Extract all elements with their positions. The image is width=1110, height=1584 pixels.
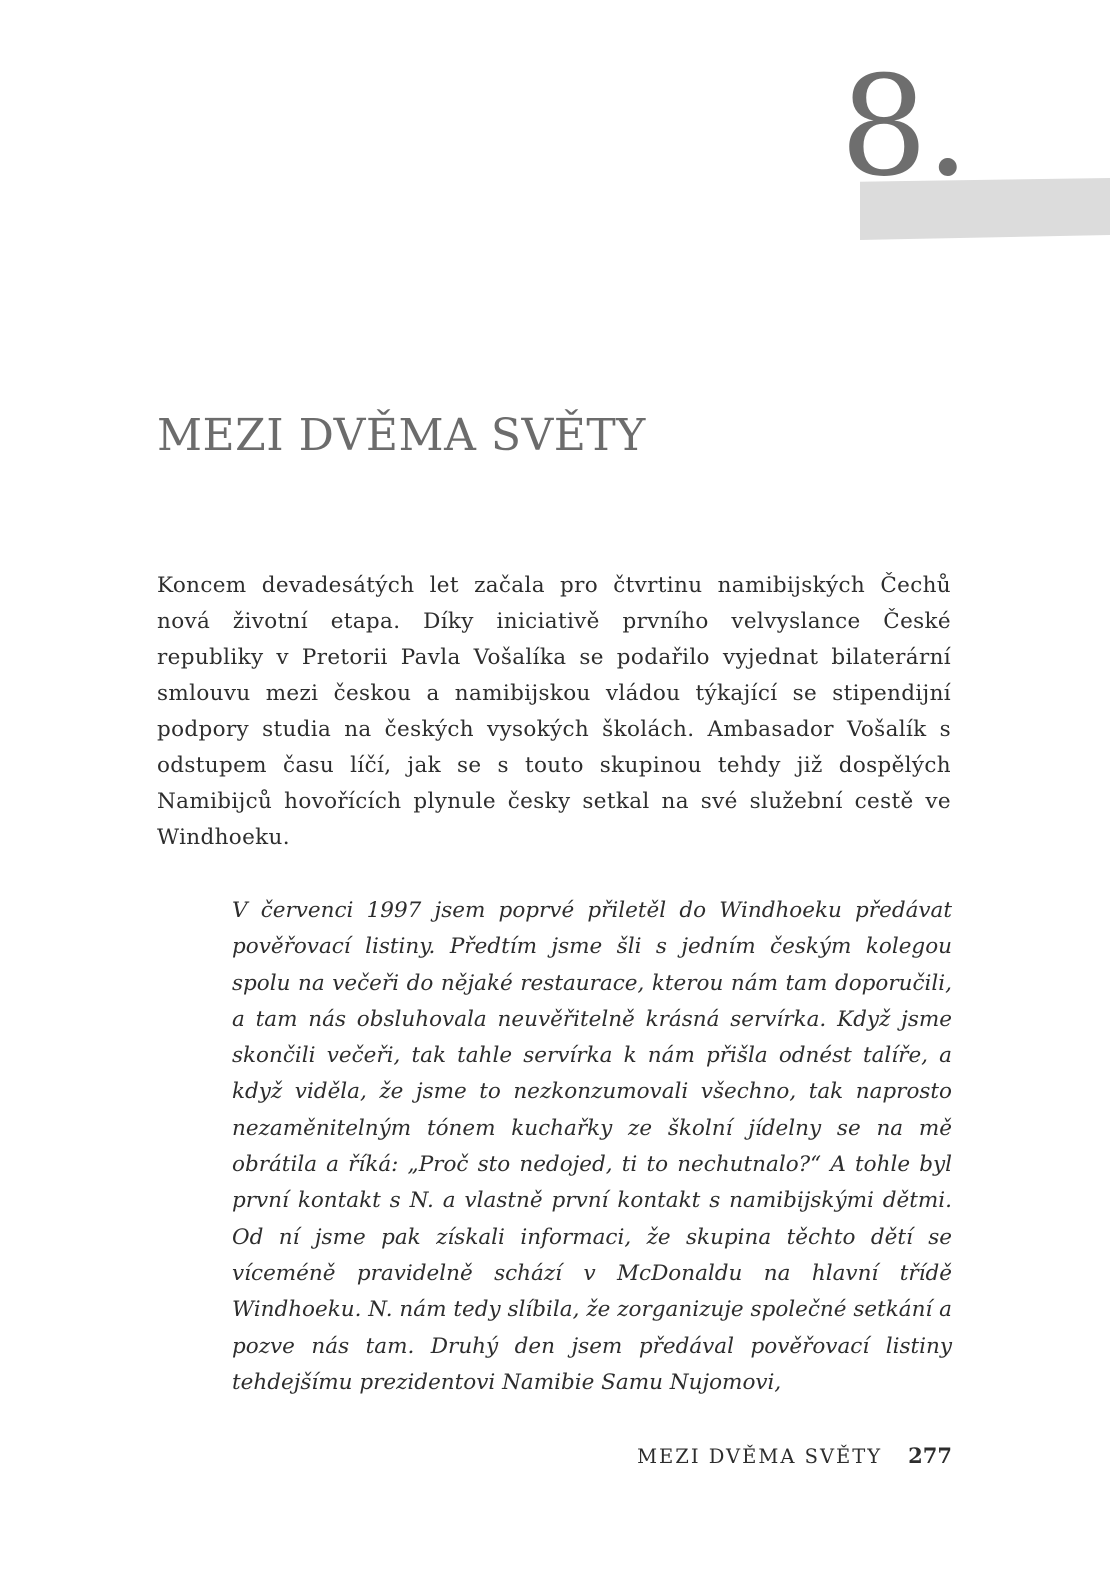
page-number: 277	[908, 1443, 952, 1468]
quote-paragraph: V červenci 1997 jsem poprvé přiletěl do Windhoeku předávat pověřovací listiny. Předtím jsme šli s jedním českým kolegou spolu na večeři do nějaké restaurace, kterou nám tam doporučili, a tam nás obsluhovala neuvěřitelně krásná servírka. Když jsme skončili večeři, tak tahle servírka k nám přišla odnést talíře, a když viděla, že jsme to nezkonzumovali všechno, tak naprosto nezaměnitelným tónem kuchařky ze školní jídelny se na mě obrátila a říká: „Proč sto nedojed, ti to nechutnalo?“ A tohle byl první kontakt s N. a vlastně první kontakt s namibijskými dětmi. Od ní jsme pak získali informaci, že skupina těchto dětí se víceméně pravidelně schází v McDonaldu na hlavní třídě Windhoeku. N. nám tedy slíbila, že zorganizuje společné setkání a pozve nás tam. Druhý den jsem předával pověřovací listiny tehdejšímu prezidentovi Namibie Samu Nujomovi,	[232, 898, 952, 1395]
running-head: MEZI DVĚMA SVĚTY	[637, 1445, 883, 1468]
chapter-title: MEZI DVĚMA SVĚTY	[157, 410, 646, 461]
chapter-number: 8.	[840, 46, 968, 207]
body-paragraph: Koncem devadesátých let začala pro čtvrtinu namibijských Čechů nová životní etapa. Díky iniciativě prvního velvyslance České republiky v Pretorii Pavla Vošalíka se podařilo vyjednat bilaterární smlouvu mezi českou a namibijskou vládou týkající se stipendijní podpory studia na českých vysokých školách. Ambasador Vošalík s odstupem času líčí, jak se s touto skupinou tehdy již dospělých Namibijců hovořících plynule česky setkal na své služební cestě ve Windhoeku.	[157, 573, 951, 850]
page-footer	[637, 1443, 952, 1468]
